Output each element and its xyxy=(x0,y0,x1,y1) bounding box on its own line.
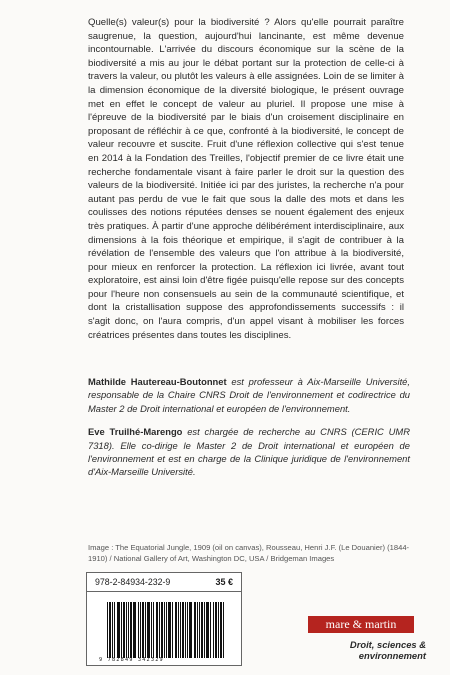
barcode-bar xyxy=(215,602,217,658)
author-bio-2 xyxy=(88,425,410,479)
collection-name: Droit, sciences & environnement xyxy=(349,639,426,661)
barcode-bar xyxy=(204,602,205,658)
author-name-2: Eve Truilhé-Marengo xyxy=(88,426,183,438)
barcode-bar xyxy=(220,602,222,658)
barcode-bar xyxy=(218,602,219,658)
barcode-bar xyxy=(114,602,115,658)
barcode-bar xyxy=(166,602,167,658)
barcode-bar xyxy=(151,602,152,658)
barcode-bar xyxy=(199,602,200,658)
barcode-bar xyxy=(112,602,113,658)
barcode-bar xyxy=(201,602,203,658)
barcode-bar xyxy=(161,602,163,658)
barcode-bar xyxy=(168,602,171,658)
barcode-bar xyxy=(123,602,125,658)
author-bios xyxy=(88,375,410,489)
barcode-bar xyxy=(194,602,196,658)
isbn-number: 978-2-84934-232-9 xyxy=(95,577,171,587)
barcode-bar xyxy=(138,602,139,658)
barcode-bar xyxy=(223,602,224,658)
barcode-bar xyxy=(189,602,192,658)
barcode-bar xyxy=(145,602,146,658)
barcode-bar xyxy=(156,602,158,658)
barcode-bar xyxy=(117,602,120,658)
barcode-bar xyxy=(206,602,209,658)
barcode-bar xyxy=(126,602,127,658)
barcode-bar xyxy=(159,602,160,658)
barcode-bar xyxy=(130,602,132,658)
barcode-bar xyxy=(164,602,165,658)
barcode-bar xyxy=(133,602,136,658)
barcode-bar xyxy=(172,602,173,658)
barcode-panel xyxy=(86,572,242,666)
barcode-bar xyxy=(187,602,188,658)
price-label: 35 € xyxy=(215,577,233,587)
barcode-header xyxy=(87,573,241,592)
image-credit: Image : The Equatorial Jungle, 1909 (oil on canvas), Rousseau, Henri J.F. (Le Douanier) (1844-1910) / National Gallery of Art, Washington DC, USA / Bridgeman Images xyxy=(88,543,410,563)
barcode-bar xyxy=(185,602,186,658)
barcode-bar xyxy=(197,602,198,658)
barcode-digits: 9 782849 342329 xyxy=(99,657,164,663)
barcode-bar xyxy=(147,602,150,658)
summary-paragraph: Quelle(s) valeur(s) pour la biodiversité ? Alors qu'elle pourrait paraître saugrenue, la question, aujourd'hui lancinante, est même devenue incontournable. L'arrivée du discours économique sur la scène de la biodiversité a mis au jour le débat portant sur la protection de celle-ci à travers la valeur, ou plutôt les valeurs à elle assignées. Loin de se limiter à la dimension économique de la diversité biologique, le présent ouvrage met en effet le concept de valeur au pluriel. Il propose une mise à l'épreuve de la biodiversité par le biais d'un croisement disciplinaire en proposant de réfléchir à ce que, confronté à la biodiversité, le concept de valeur recouvre et suscite. Fruit d'une réflexion collective qui s'est tenue en 2014 à la Fondation des Treilles, l'objectif premier de ce livre était une recherche fondamentale visant à faire parler le droit sur la question des valeurs de la biodiversité. Initiée ici par des juristes, la recherche n'a pour autant pas perdu de vue le fait que sous la dalle des mots et dans les coulisses des notions réputées denses se nouent également des enjeux très pratiques. À partir d'une approche délibérément interdisciplinaire, aux dimensions à la fois théorique et empirique, il s'agit de contribuer à la révélation de l'ensemble des valeurs que l'on attribue à la biodiversité, pour mieux en renforcer la protection. La réflexion ici livrée, avant tout exploratoire, est ainsi loin d'être figée puisqu'elle repose sur des concepts pour l'heure non consensuels au sein de la communauté scientifique, et dont la cristallisation suppose des approfondissements successifs : il s'agit donc, on l'aura compris, d'un appel visant à mobiliser les forces créatrices présentes dans toutes les disciplines. xyxy=(88,17,404,341)
barcode-bar xyxy=(121,602,122,658)
barcode-bar xyxy=(210,602,211,658)
barcode-bar xyxy=(178,602,179,658)
barcode-bar xyxy=(180,602,181,658)
author-role-2: est chargée de recherche au CNRS (CERIC UMR 7318). Elle co-dirige le Master 2 de Droit international et européen de l'environnement et est en charge de la Clinique juridique de l'environnement d'Aix-Marseille Université. xyxy=(88,426,410,478)
barcode-bar xyxy=(175,602,177,658)
publisher-logo: mare & martin xyxy=(308,616,414,633)
barcode-bar xyxy=(142,602,144,658)
author-bio-1 xyxy=(88,375,410,415)
barcode-bar xyxy=(213,602,214,658)
barcode-bar xyxy=(107,602,108,658)
summary-text xyxy=(88,16,404,342)
barcode-bar xyxy=(109,602,111,658)
barcode-bars xyxy=(107,598,241,658)
barcode-bar xyxy=(153,602,154,658)
barcode-bar xyxy=(182,602,184,658)
author-name-1: Mathilde Hautereau-Boutonnet xyxy=(88,376,227,387)
barcode-bar xyxy=(140,602,141,658)
author-role-1: est professeur à Aix-Marseille Université, responsable de la Chaire CNRS Droit de l'environnement et codirectrice du Master 2 de Droit international et européen de l'environnement. xyxy=(88,376,410,414)
barcode-bar xyxy=(128,602,129,658)
